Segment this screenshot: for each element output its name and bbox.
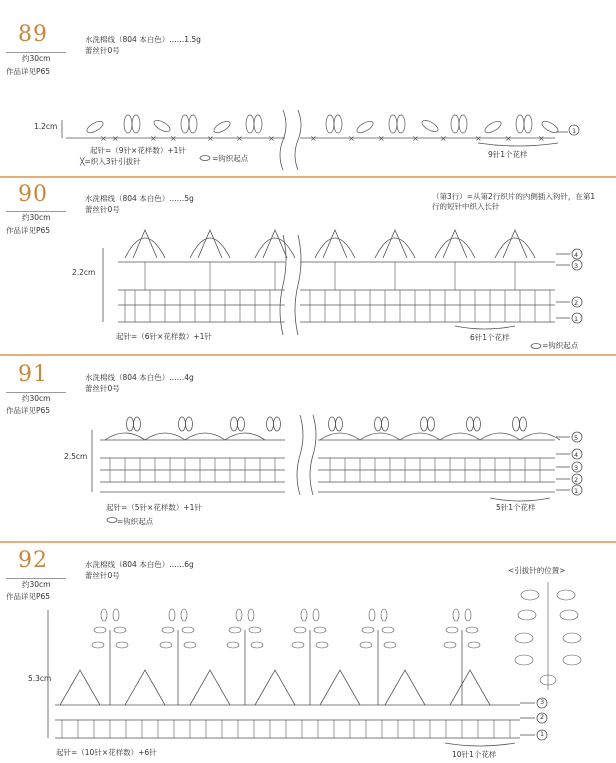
origin-note: =钩织起点	[212, 154, 249, 163]
pattern-width: 约30cm	[22, 580, 51, 589]
yarn-info: 水洗棉线（804 本白色）……5g	[85, 194, 194, 203]
pattern-ref: 作品详见P65	[6, 406, 51, 415]
chain-start-note: 起针=（9针×花样数）+1针	[90, 146, 186, 155]
svg-text:×: ×	[150, 134, 157, 143]
pattern-height: 2.5cm	[64, 452, 88, 461]
hook-info: 蕾丝针0号	[85, 205, 120, 214]
chain-start-note: 起针=（5针×花样数）+1针	[106, 503, 202, 512]
svg-text:×: ×	[348, 134, 355, 143]
svg-text:×: ×	[100, 134, 107, 143]
row-marker: 3	[574, 464, 579, 472]
pattern-ref: 作品详见P65	[6, 226, 51, 235]
hook-info: 蕾丝针0号	[85, 46, 120, 55]
pattern-width: 约30cm	[22, 54, 51, 63]
row-marker: 4	[574, 251, 579, 259]
row-marker: 1	[572, 127, 577, 135]
svg-text:×: ×	[310, 134, 317, 143]
svg-text:×: ×	[207, 134, 214, 143]
row-marker: 5	[574, 434, 579, 442]
origin-note: =钩织起点	[542, 341, 579, 350]
svg-text:×: ×	[378, 134, 385, 143]
svg-text:×: ×	[538, 134, 545, 143]
yarn-info: 水洗棉线（804 本白色）……1.5g	[85, 35, 201, 44]
svg-text:×: ×	[112, 134, 119, 143]
row-marker: 3	[574, 262, 579, 270]
svg-text:×: ×	[268, 134, 275, 143]
repeat-note: 5针1个花样	[496, 503, 536, 512]
pattern-number: 90	[18, 182, 48, 207]
pattern-ref: 作品详见P65	[6, 67, 51, 76]
yarn-info: 水洗棉线（804 本白色）……6g	[85, 560, 194, 569]
repeat-note: 10针1个花样	[452, 750, 497, 759]
pattern-width: 约30cm	[22, 394, 51, 403]
row-marker: 2	[574, 299, 579, 307]
svg-text:×: ×	[412, 134, 419, 143]
hook-info: 蕾丝针0号	[85, 571, 120, 580]
row-marker: 3	[540, 698, 545, 706]
chain-start-note: 起针=（6针×花样数）+1针	[116, 332, 212, 341]
row-marker: 1	[540, 730, 545, 738]
row-marker: 1	[574, 487, 579, 495]
pattern-number: 89	[18, 22, 48, 47]
pattern-number: 91	[18, 362, 48, 387]
hook-info: 蕾丝针0号	[85, 384, 120, 393]
row-marker: 2	[574, 476, 579, 484]
origin-note: =钩织起点	[117, 517, 154, 526]
pattern-number: 92	[18, 548, 48, 573]
pattern-ref: 作品详见P65	[6, 592, 51, 601]
row-marker: 1	[574, 315, 579, 323]
pattern-height: 5.3cm	[28, 674, 52, 683]
row-marker: 4	[574, 451, 579, 459]
inset-title: <引拔针的位置>	[508, 566, 566, 575]
pattern-height: 1.2cm	[34, 122, 58, 131]
svg-text:×: ×	[170, 134, 177, 143]
stitch-note: （第3行）=从第2行织片的内侧插入钩针，在第1行的短针中织入长针	[432, 192, 596, 211]
stitch-note: ╳=织入3针引拔针	[80, 157, 141, 166]
svg-text:×: ×	[475, 134, 482, 143]
yarn-info: 水洗棉线（804 本白色）……4g	[85, 373, 194, 382]
repeat-note: 6针1个花样	[470, 333, 510, 342]
svg-text:×: ×	[440, 134, 447, 143]
row-marker: 2	[540, 713, 545, 721]
repeat-note: 9针1个花样	[488, 150, 528, 159]
svg-text:×: ×	[505, 134, 512, 143]
pattern-width: 约30cm	[22, 213, 51, 222]
pattern-height: 2.2cm	[72, 268, 96, 277]
svg-text:×: ×	[236, 134, 243, 143]
chain-start-note: 起针=（10针×花样数）+6针	[56, 748, 157, 757]
